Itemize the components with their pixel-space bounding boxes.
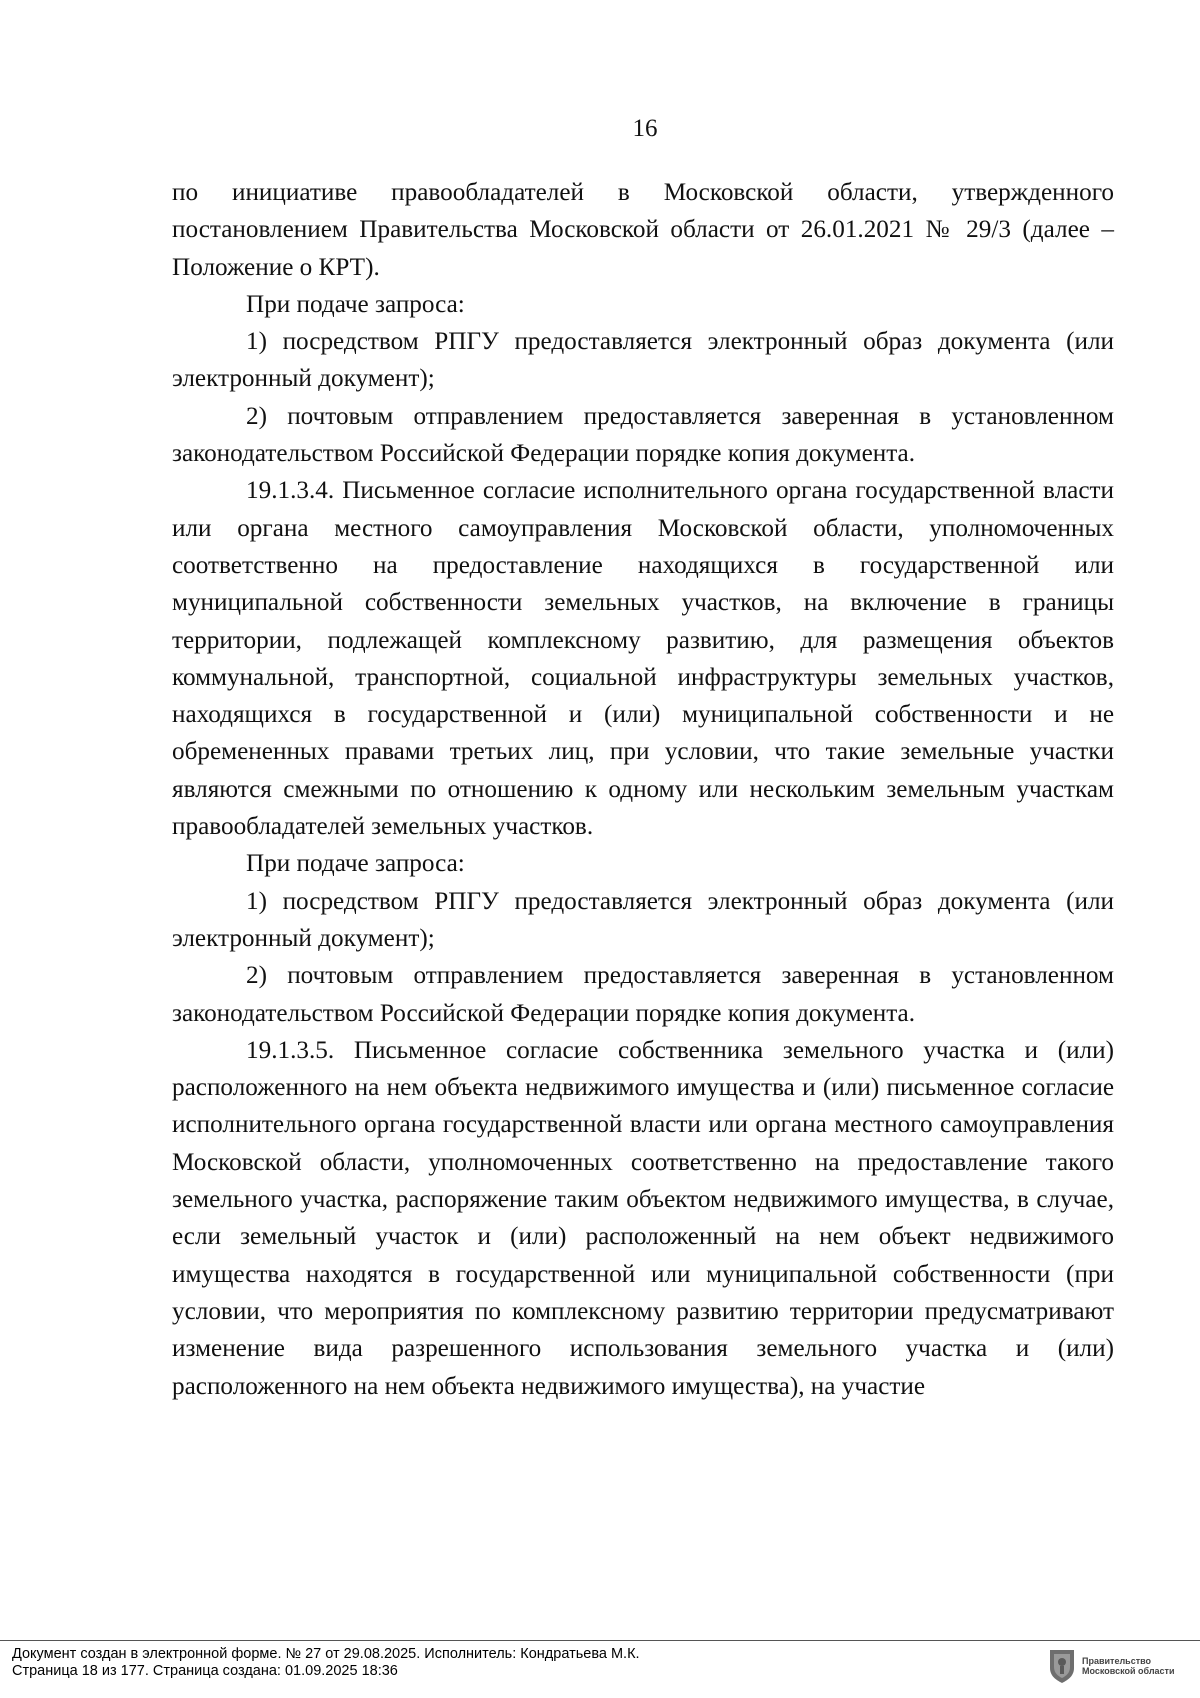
logo-caption	[1082, 1656, 1175, 1676]
paragraph-1: по инициативе правообладателей в Московской области, утвержденного постановлением Правительства Московской области от 26.01.2021 № 29/3 (далее – Положение о КРТ).	[172, 179, 1114, 281]
coat-of-arms-icon	[1048, 1648, 1076, 1684]
paragraph-7: 1) посредством РПГУ предоставляется электронный образ документа (или электронный документ);	[172, 887, 1114, 952]
paragraph-9: 19.1.3.5. Письменное согласие собственника земельного участка и (или) расположенного на нем объекта недвижимого имущества и (или) письменное согласие исполнительного органа государственной власти или органа местного самоуправления Московской области, уполномоченных соответственно на предоставление такого земельного участка, распоряжение таким объектом недвижимого имущества, в случае, если земельный участок и (или) расположенный на нем объект недвижимого имущества находятся в государственной или муниципальной собственности (при условии, что мероприятия по комплексному развитию территории предусматривают изменение вида разрешенного использования земельного участка и (или) расположенного на нем объекта недвижимого имущества), на участие	[172, 1036, 1114, 1400]
page-number: 16	[632, 115, 658, 142]
government-logo	[1048, 1644, 1188, 1688]
paragraph-3: 1) посредством РПГУ предоставляется электронный образ документа (или электронный документ);	[172, 328, 1114, 393]
logo-caption-line-2: Московской области	[1082, 1666, 1175, 1676]
footer-line-2: Страница 18 из 177. Страница создана: 01.09.2025 18:36	[12, 1663, 398, 1679]
logo-caption-line-1: Правительство	[1082, 1656, 1152, 1666]
paragraph-4: 2) почтовым отправлением предоставляется заверенная в установленном законодательством Российской Федерации порядке копия документа.	[172, 402, 1114, 468]
footer-info	[12, 1646, 640, 1680]
paragraph-5: 19.1.3.4. Письменное согласие исполнительного органа государственной власти или органа местного самоуправления Московской области, уполномоченных соответственно на предоставление находящихся в государственной или муниципальной собственности земельных участков, на включение в границы территории, подлежащей комплексному развитию, для размещения объектов коммунальной, транспортной, социальной инфраструктуры земельных участков, находящихся в государственной и (или) муниципальной собственности и не обремененных правами третьих лиц, при условии, что такие земельные участки являются смежными по отношению к одному или нескольким земельным участкам правообладателей земельных участков.	[172, 477, 1114, 841]
paragraph-8: 2) почтовым отправлением предоставляется заверенная в установленном законодательством Российской Федерации порядке копия документа.	[172, 962, 1114, 1027]
footer-line-1: Документ создан в электронной форме. № 27 от 29.08.2025. Исполнитель: Кондратьева М.К.	[12, 1646, 640, 1662]
paragraph-6: При подаче запроса:	[246, 850, 465, 878]
document-body	[172, 174, 1114, 1405]
footer-divider	[0, 1640, 1200, 1641]
paragraph-2: При подаче запроса:	[246, 290, 465, 318]
